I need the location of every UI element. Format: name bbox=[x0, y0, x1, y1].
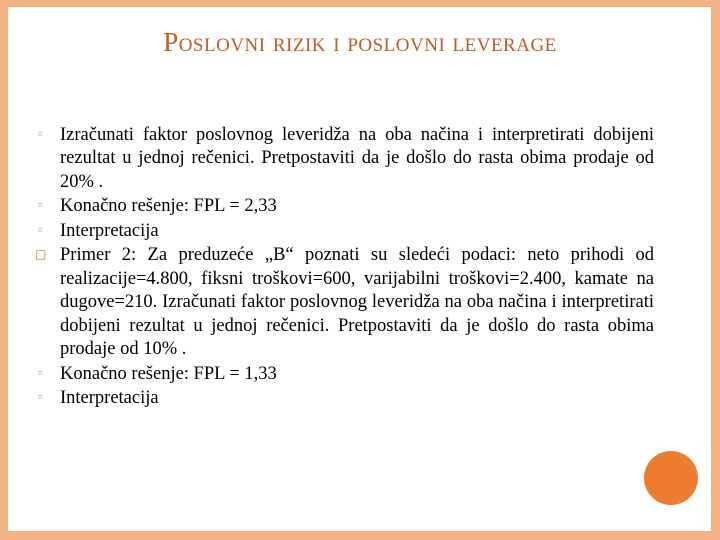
hollow-circle-bullet-icon: ◦ bbox=[36, 127, 45, 143]
bullet-list bbox=[14, 124, 654, 411]
slide-title: Poslovni rizik i poslovni leverage bbox=[163, 27, 557, 57]
list-item-text: Konačno rešenje: FPL = 1,33 bbox=[60, 363, 277, 384]
decorative-left-bar bbox=[0, 0, 8, 540]
hollow-circle-bullet-icon: ◦ bbox=[36, 222, 45, 239]
list-item bbox=[14, 363, 654, 386]
decorative-bottom-bar bbox=[0, 531, 720, 540]
list-item-text: Primer 2: Za preduzeće „B“ poznati su sledeći podaci: neto prihodi od realizacije=4.800, fiksni troškovi=600, varijabilni troškovi=2.400, kamate na dugove=210. Izračunati faktor poslovnog leveridža na oba načina i interpretirati dobijeni rezultat u jednoj rečenici. Pretpostaviti da je došlo do rasta obima prodaje od 10% . bbox=[60, 245, 654, 360]
list-item bbox=[14, 195, 654, 218]
list-item-text: Interpretacija bbox=[60, 220, 159, 241]
list-item-text: Izračunati faktor poslovnog leveridža na oba načina i interpretirati dobijeni rezultat u jednoj rečenici. Pretpostaviti da je došlo do rasta obima prodaje od 20% . bbox=[60, 125, 654, 192]
hollow-circle-bullet-icon: ◦ bbox=[36, 390, 45, 407]
slide-body bbox=[14, 124, 654, 412]
hollow-circle-bullet-icon: ◦ bbox=[36, 198, 45, 215]
list-item bbox=[14, 220, 654, 243]
list-item bbox=[14, 244, 654, 361]
decorative-orange-circle bbox=[644, 451, 698, 505]
decorative-right-bar bbox=[711, 0, 720, 540]
hollow-circle-bullet-icon: ◦ bbox=[36, 365, 45, 382]
decorative-top-bar bbox=[0, 0, 720, 7]
decorative-left-inner-gap bbox=[8, 7, 11, 531]
list-item-text: Interpretacija bbox=[60, 388, 159, 409]
list-item-text: Konačno rešenje: FPL = 2,33 bbox=[60, 196, 277, 217]
list-item bbox=[14, 124, 654, 194]
hollow-square-bullet-icon: □ bbox=[35, 247, 47, 262]
list-item bbox=[14, 387, 654, 410]
